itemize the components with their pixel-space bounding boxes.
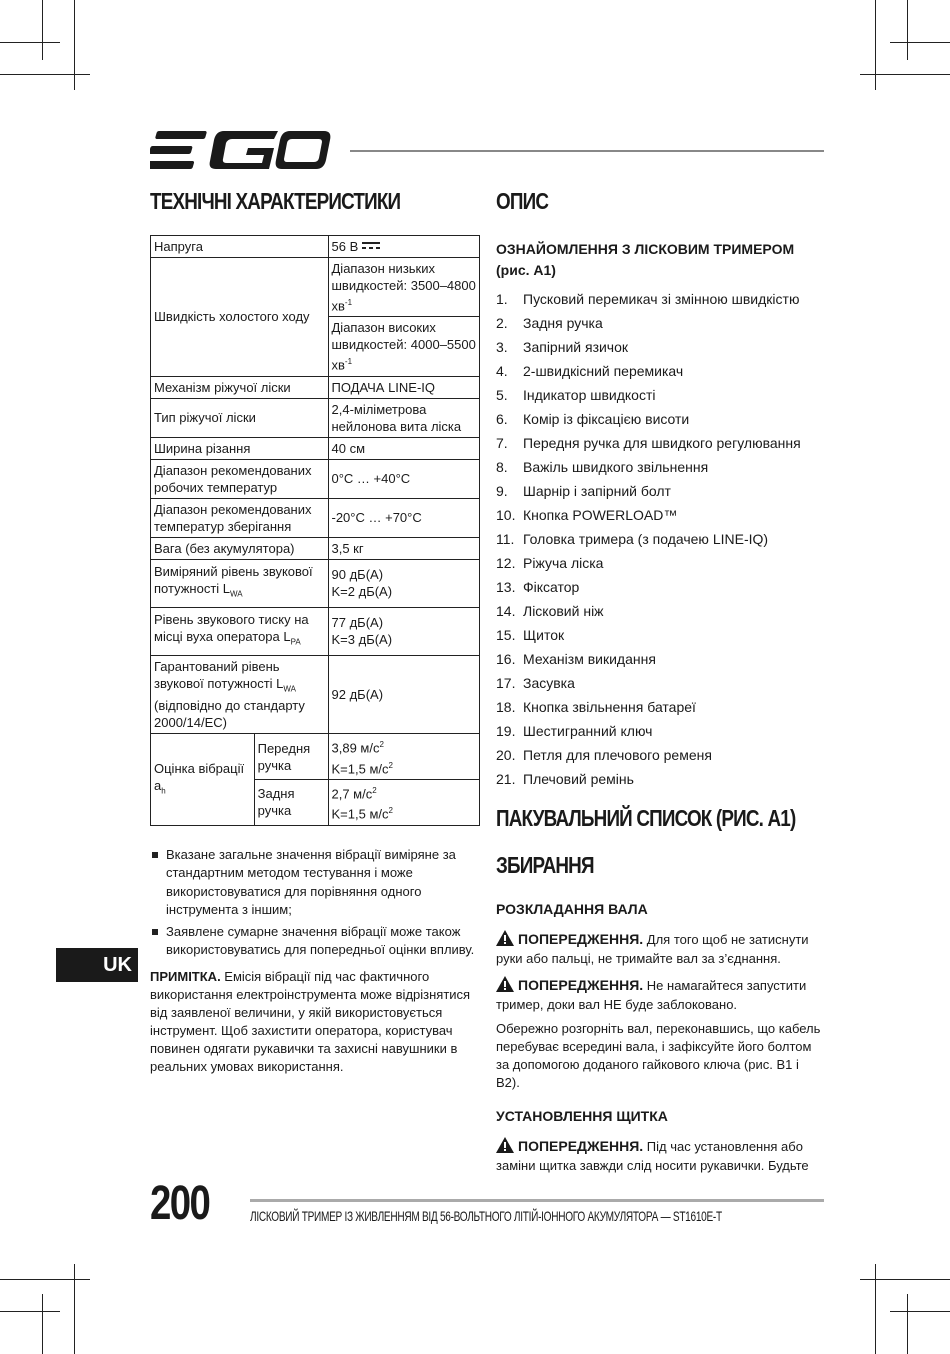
spec-sublabel: Задня ручка xyxy=(254,779,328,825)
footer-text: ЛІСКОВИЙ ТРИМЕР ІЗ ЖИВЛЕННЯМ ВІД 56-ВОЛЬТНОГО ЛІТІЙ-ІОННОГО АКУМУЛЯТОРА — ST1610E-T xyxy=(250,1208,722,1224)
spec-label: Гарантований рівень звукової потужності $L_{WA}$ (відповідно до стандарту 2000/14/EC) xyxy=(151,655,329,734)
left-column xyxy=(150,188,480,1089)
unfold-title: РОЗКЛАДАННЯ ВАЛА xyxy=(496,901,648,917)
table-row xyxy=(151,607,480,655)
table-row xyxy=(151,376,480,398)
item-number: 16. xyxy=(496,651,516,667)
crop-mark xyxy=(0,42,60,43)
crop-mark xyxy=(0,1279,90,1280)
crop-mark xyxy=(0,1311,60,1312)
spec-value: Діапазон високих швидкостей: 4000–5500 $хв^{-1}$ xyxy=(328,317,480,376)
description-title: ОПИС xyxy=(496,188,549,214)
item-text: Петля для плечового ременя xyxy=(523,747,712,763)
item-number: 12. xyxy=(496,555,516,571)
warning-icon xyxy=(496,930,514,946)
list-item xyxy=(496,575,826,599)
crop-mark xyxy=(907,0,908,60)
item-number: 17. xyxy=(496,675,516,691)
item-number: 9. xyxy=(496,483,508,499)
spec-label: Виміряний рівень звукової потужності $L_{WA}$ xyxy=(151,559,329,607)
list-item xyxy=(496,527,826,551)
list-item xyxy=(496,431,826,455)
list-item: Заявлене сумарне значення вібрації може також використовуватись для попередньої оцінки впливу. xyxy=(150,923,480,960)
item-number: 19. xyxy=(496,723,516,739)
table-row xyxy=(151,734,480,780)
list-item xyxy=(496,695,826,719)
list-item xyxy=(496,719,826,743)
spec-label: Діапазон рекомендованих температур зберігання xyxy=(151,498,329,537)
footer-rule xyxy=(250,1199,824,1202)
item-text: Фіксатор xyxy=(523,579,580,595)
item-number: 20. xyxy=(496,747,516,763)
list-item xyxy=(496,599,826,623)
item-text: Індикатор швидкості xyxy=(523,387,656,403)
spec-label: Механізм ріжучої ліски xyxy=(151,376,329,398)
list-item xyxy=(496,335,826,359)
spec-value: 56 В xyxy=(328,236,480,258)
assembly-title: ЗБИРАННЯ xyxy=(496,852,594,878)
vibration-notes xyxy=(150,846,480,960)
description-subtitle: ОЗНАЙОМЛЕННЯ З ЛІСКОВИМ ТРИМЕРОМ (рис. A1) xyxy=(496,241,795,278)
item-number: 2. xyxy=(496,315,508,331)
spec-value: ПОДАЧА LINE-IQ xyxy=(328,376,480,398)
item-number: 6. xyxy=(496,411,508,427)
item-text: Щиток xyxy=(523,627,565,643)
spec-value: 3,89 $м/с^2$ K=1,5 $м/с^2$ xyxy=(328,734,480,780)
item-number: 1. xyxy=(496,291,508,307)
item-text: Кнопка POWERLOAD™ xyxy=(523,507,678,523)
crop-mark xyxy=(907,1294,908,1354)
item-number: 21. xyxy=(496,771,516,787)
item-text: Лісковий ніж xyxy=(523,603,604,619)
crop-mark xyxy=(42,1294,43,1354)
packing-title: ПАКУВАЛЬНИЙ СПИСОК (РИС. A1) xyxy=(496,805,796,831)
item-text: Кнопка звільнення батареї xyxy=(523,699,696,715)
item-text: Головка тримера (з подачею LINE-IQ) xyxy=(523,531,769,547)
unfold-text: Обережно розгорніть вал, переконавшись, що кабель перебуває всередині вала, і зафіксуйте його болтом за допомогою доданого гайкового ключа (рис. B1 і B2). xyxy=(496,1021,821,1090)
ego-logo xyxy=(150,128,332,172)
spec-value: 40 см xyxy=(328,437,480,459)
table-row xyxy=(151,559,480,607)
language-tab: UK xyxy=(56,948,138,982)
item-text: Засувка xyxy=(523,675,575,691)
list-item xyxy=(496,623,826,647)
table-row xyxy=(151,459,480,498)
list-item xyxy=(496,647,826,671)
spec-label: Напруга xyxy=(151,236,329,258)
item-number: 15. xyxy=(496,627,516,643)
spec-value: 3,5 кг xyxy=(328,537,480,559)
list-item xyxy=(496,479,826,503)
spec-value: Діапазон низьких швидкостей: 3500–4800 $хв^{-1}$ xyxy=(328,258,480,317)
list-item xyxy=(496,407,826,431)
table-row xyxy=(151,537,480,559)
spec-sublabel: Передня ручка xyxy=(254,734,328,780)
item-number: 7. xyxy=(496,435,508,451)
warning-icon xyxy=(496,1137,514,1153)
item-text: 2-швидкісний перемикач xyxy=(523,363,684,379)
header-rule xyxy=(350,150,824,152)
list-item xyxy=(496,359,826,383)
spec-value: 92 дБ(A) xyxy=(328,655,480,734)
crop-mark xyxy=(875,0,876,90)
spec-value: 2,4-міліметрова нейлонова вита ліска xyxy=(328,398,480,437)
guard-title: УСТАНОВЛЕННЯ ЩИТКА xyxy=(496,1108,668,1124)
table-row xyxy=(151,655,480,734)
crop-mark xyxy=(74,1264,75,1354)
table-row xyxy=(151,236,480,258)
item-text: Передня ручка для швидкого регулювання xyxy=(523,435,801,451)
warning-paragraph: ПОПЕРЕДЖЕННЯ. Не намагайтеся запустити тример, доки вал НЕ буде заблоковано. xyxy=(496,977,807,1012)
crop-mark xyxy=(74,0,75,90)
table-row xyxy=(151,498,480,537)
list-item xyxy=(496,767,826,791)
crop-mark xyxy=(890,42,950,43)
warning-paragraph: ПОПЕРЕДЖЕННЯ. Під час установлення або заміни щитка завжди слід носити рукавички. Будьте xyxy=(496,1138,809,1173)
item-text: Задня ручка xyxy=(523,315,603,331)
spec-label: Тип ріжучої ліски xyxy=(151,398,329,437)
table-row xyxy=(151,258,480,317)
crop-mark xyxy=(860,1279,950,1280)
spec-value: -20°C … +70°C xyxy=(328,498,480,537)
item-text: Пусковий перемикач зі змінною швидкістю xyxy=(523,291,800,307)
table-row xyxy=(151,437,480,459)
item-number: 14. xyxy=(496,603,516,619)
item-number: 3. xyxy=(496,339,508,355)
item-text: Плечовий ремінь xyxy=(523,771,634,787)
crop-mark xyxy=(42,0,43,60)
spec-label: Вага (без акумулятора) xyxy=(151,537,329,559)
table-row xyxy=(151,398,480,437)
item-number: 8. xyxy=(496,459,508,475)
crop-mark xyxy=(890,1311,950,1312)
list-item xyxy=(496,743,826,767)
item-text: Ріжуча ліска xyxy=(523,555,604,571)
page-number: 200 xyxy=(150,1177,210,1230)
list-item xyxy=(496,551,826,575)
spec-label: Рівень звукового тиску на місці вуха оператора $L_{PA}$ xyxy=(151,607,329,655)
warning-icon xyxy=(496,976,514,992)
list-item xyxy=(496,671,826,695)
spec-label: Діапазон рекомендованих робочих температур xyxy=(151,459,329,498)
list-item xyxy=(496,383,826,407)
spec-label: Швидкість холостого ходу xyxy=(151,258,329,377)
specs-table xyxy=(150,235,480,826)
crop-mark xyxy=(875,1264,876,1354)
dc-symbol-icon xyxy=(362,242,380,250)
item-text: Запірний язичок xyxy=(523,339,629,355)
spec-value: 2,7 $м/с^2$ K=1,5 $м/с^2$ xyxy=(328,779,480,825)
item-number: 4. xyxy=(496,363,508,379)
item-text: Механізм викидання xyxy=(523,651,656,667)
right-column xyxy=(496,188,826,1175)
list-item xyxy=(496,455,826,479)
parts-list xyxy=(496,287,826,791)
spec-value: 0°C … +40°C xyxy=(328,459,480,498)
item-number: 5. xyxy=(496,387,508,403)
crop-mark xyxy=(0,74,90,75)
spec-value: 77 дБ(A) K=3 дБ(A) xyxy=(328,607,480,655)
list-item xyxy=(496,311,826,335)
item-text: Важіль швидкого звільнення xyxy=(523,459,709,475)
item-number: 11. xyxy=(496,531,515,547)
list-item xyxy=(496,503,826,527)
specs-title: ТЕХНІЧНІ ХАРАКТЕРИСТИКИ xyxy=(150,188,401,214)
item-text: Шарнір і запірний болт xyxy=(523,483,671,499)
crop-mark xyxy=(860,74,950,75)
item-number: 13. xyxy=(496,579,516,595)
warning-paragraph: ПОПЕРЕДЖЕННЯ. Для того щоб не затиснути руки або пальці, не тримайте вал за з’єднання. xyxy=(496,931,809,966)
item-number: 10. xyxy=(496,507,516,523)
note-paragraph: ПРИМІТКА. Емісія вібрації під час фактичного використання електроінструмента може відрізнятися від заявленої величини, у якій використовується інструмент. Щоб захистити оператора, користувач повинен одягати рукавички та захисні навушники в реальних умовах використання. xyxy=(150,968,471,1074)
spec-label: Оцінка вібрації $a_h$ xyxy=(151,734,255,825)
spec-value: 90 дБ(A) K=2 дБ(A) xyxy=(328,559,480,607)
list-item: Вказане загальне значення вібрації виміряне за стандартним методом тестування і може використовуватися для порівняння одного інструмента з іншим; xyxy=(150,846,480,920)
item-text: Комір із фіксацією висоти xyxy=(523,411,690,427)
item-text: Шестигранний ключ xyxy=(523,723,653,739)
list-item xyxy=(496,287,826,311)
item-number: 18. xyxy=(496,699,516,715)
spec-label: Ширина різання xyxy=(151,437,329,459)
